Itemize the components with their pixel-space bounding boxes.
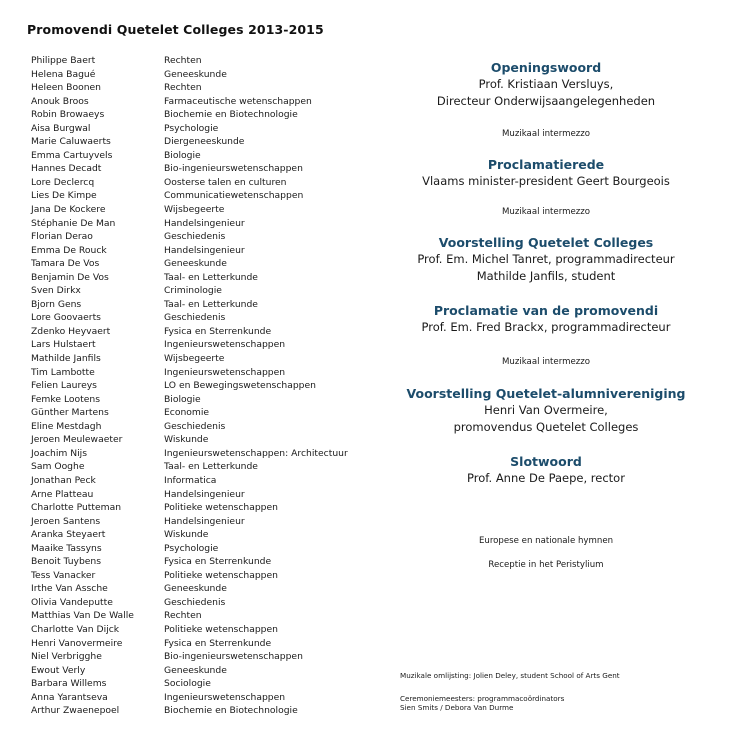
promovendus-name: Tim Lambotte: [31, 366, 95, 378]
promovendus-row: [31, 704, 361, 718]
promovendus-field: Handelsingenieur: [164, 488, 245, 500]
promovendus-row: [31, 379, 361, 393]
promovendus-field: Politieke wetenschappen: [164, 623, 278, 635]
promovendus-field: Politieke wetenschappen: [164, 569, 278, 581]
section-line: Prof. Em. Michel Tanret, programmadirecteur: [417, 252, 675, 266]
promovendus-name: Marie Caluwaerts: [31, 136, 111, 148]
promovendus-row: [31, 664, 361, 678]
promovendus-name: Jeroen Santens: [31, 515, 101, 527]
promovendus-name: Emma De Rouck: [31, 244, 107, 256]
program: [376, 60, 716, 571]
promovendus-field: Rechten: [164, 610, 202, 622]
promovendus-field: Informatica: [164, 474, 217, 486]
promovendus-field: Geneeskunde: [164, 583, 227, 595]
promovendus-row: [31, 488, 361, 502]
promovendus-row: [31, 81, 361, 95]
promovendus-row: [31, 352, 361, 366]
promovendus-row: [31, 366, 361, 380]
promovendus-field: Ingenieurswetenschappen: [164, 339, 286, 351]
promovendus-field: Wiskunde: [164, 529, 209, 541]
promovendus-field: Ingenieurswetenschappen: Architectuur: [164, 447, 348, 459]
promovendus-name: Niel Verbrigghe: [31, 651, 102, 663]
promovendus-field: Taal- en Letterkunde: [164, 461, 258, 473]
promovendus-name: Olivia Vandeputte: [31, 596, 113, 608]
promovendus-field: Fysica en Sterrenkunde: [164, 325, 272, 337]
promovendus-name: Charlotte Putteman: [31, 502, 122, 514]
section-heading: Slotwoord: [510, 454, 582, 469]
promovendus-name: Arne Platteau: [31, 488, 94, 500]
promovendus-row: [31, 244, 361, 258]
promovendus-name: Robin Browaeys: [31, 109, 105, 121]
promovendus-field: LO en Bewegingswetenschappen: [164, 380, 316, 392]
section-heading: Proclamatierede: [487, 157, 605, 172]
promovendus-name: Florian Derao: [31, 231, 93, 243]
promovendus-field: Biochemie en Biotechnologie: [164, 109, 298, 121]
promovendus-name: Sam Ooghe: [31, 461, 85, 473]
section-line: Henri Van Overmeire,: [484, 403, 608, 417]
promovendus-name: Maaike Tassyns: [31, 542, 102, 554]
promovendus-name: Arthur Zwaenepoel: [31, 705, 120, 717]
promovendus-field: Bio-ingenieurswetenschappen: [164, 163, 303, 175]
section-heading: Voorstelling Quetelet-alumnivereniging: [406, 386, 686, 401]
promovendus-row: [31, 230, 361, 244]
promovendus-name: Femke Lootens: [31, 393, 101, 405]
promovendus-name: Aisa Burgwal: [31, 122, 91, 134]
promovendus-name: Tamara De Vos: [31, 258, 100, 270]
promovendus-row: [31, 162, 361, 176]
promovendus-field: Farmaceutische wetenschappen: [164, 95, 312, 107]
promovendus-row: [31, 406, 361, 420]
promovendus-field: Communicatiewetenschappen: [164, 190, 304, 202]
section-heading: Voorstelling Quetelet Colleges: [438, 235, 654, 250]
promovendus-name: Ewout Verly: [31, 664, 86, 676]
promovendi-list: [31, 54, 361, 718]
promovendus-row: [31, 596, 361, 610]
promovendus-name: Jonathan Peck: [31, 474, 96, 486]
promovendus-name: Matthias Van De Walle: [31, 610, 134, 622]
promovendus-row: [31, 420, 361, 434]
promovendus-row: [31, 122, 361, 136]
promovendus-row: [31, 284, 361, 298]
reception-line: Receptie in het Peristylium: [488, 560, 604, 570]
promovendus-row: [31, 501, 361, 515]
promovendus-field: Psychologie: [164, 542, 219, 554]
promovendus-field: Politieke wetenschappen: [164, 502, 278, 514]
promovendus-field: Geneeskunde: [164, 664, 227, 676]
promovendus-field: Ingenieurswetenschappen: [164, 691, 286, 703]
promovendus-field: Wiskunde: [164, 434, 209, 446]
promovendus-name: Lies De Kimpe: [31, 190, 97, 202]
promovendus-name: Emma Cartuyvels: [31, 149, 113, 161]
promovendus-field: Biologie: [164, 393, 201, 405]
promovendus-field: Psychologie: [164, 122, 219, 134]
promovendus-field: Wijsbegeerte: [164, 353, 225, 365]
promovendus-name: Anouk Broos: [31, 95, 89, 107]
promovendus-field: Economie: [164, 407, 210, 419]
promovendus-field: Handelsingenieur: [164, 515, 245, 527]
promovendus-name: Charlotte Van Dijck: [31, 623, 120, 635]
interlude: Muzikaal intermezzo: [501, 129, 591, 139]
interlude: Muzikaal intermezzo: [501, 357, 591, 367]
promovendus-field: Geneeskunde: [164, 258, 227, 270]
promovendus-row: [31, 447, 361, 461]
promovendus-field: Sociologie: [164, 678, 211, 690]
section-heading: Openingswoord: [490, 60, 602, 75]
promovendus-field: Fysica en Sterrenkunde: [164, 637, 272, 649]
promovendus-row: [31, 298, 361, 312]
section-line: Prof. Kristiaan Versluys,: [478, 77, 614, 91]
promovendus-row: [31, 555, 361, 569]
promovendus-name: Bjorn Gens: [31, 298, 82, 310]
promovendus-name: Tess Vanacker: [31, 569, 96, 581]
promovendus-row: [31, 474, 361, 488]
promovendus-name: Hannes Decadt: [31, 163, 102, 175]
promovendus-row: [31, 569, 361, 583]
section-opening: [376, 60, 716, 110]
promovendus-name: Günther Martens: [31, 407, 109, 419]
promovendus-row: [31, 542, 361, 556]
promovendus-row: [31, 108, 361, 122]
promovendus-name: Lars Hulstaert: [31, 339, 96, 351]
promovendus-row: [31, 68, 361, 82]
promovendus-field: Rechten: [164, 55, 202, 66]
promovendus-name: Stéphanie De Man: [31, 217, 116, 229]
promovendus-field: Geneeskunde: [164, 68, 227, 80]
section-line: Mathilde Janfils, student: [476, 269, 616, 283]
promovendus-row: [31, 149, 361, 163]
interlude: Muzikaal intermezzo: [501, 207, 591, 217]
promovendus-field: Oosterse talen en culturen: [164, 176, 287, 188]
promovendus-row: [31, 460, 361, 474]
promovendus-field: Geschiedenis: [164, 596, 226, 608]
promovendus-field: Taal- en Letterkunde: [164, 298, 258, 310]
promovendus-field: Geschiedenis: [164, 312, 226, 324]
promovendus-name: Joachim Nijs: [31, 447, 88, 459]
promovendus-row: [31, 393, 361, 407]
music-credit: Muzikale omlijsting: Jolien Deley, student School of Arts Gent: [400, 671, 620, 680]
promovendus-field: Taal- en Letterkunde: [164, 271, 258, 283]
section-heading: Proclamatie van de promovendi: [433, 303, 659, 318]
promovendus-field: Rechten: [164, 82, 202, 94]
promovendus-row: [31, 325, 361, 339]
promovendus-name: Heleen Boonen: [31, 82, 102, 94]
promovendus-name: Lore Declercq: [31, 176, 95, 188]
promovendus-name: Benoit Tuybens: [31, 556, 102, 568]
promovendus-field: Diergeneeskunde: [164, 136, 245, 148]
promovendus-name: Benjamin De Vos: [31, 271, 109, 283]
promovendus-field: Wijsbegeerte: [164, 204, 225, 216]
promovendus-name: Henri Vanovermeire: [31, 637, 123, 649]
promovendus-name: Lore Goovaerts: [31, 312, 101, 324]
promovendus-name: Eline Mestdagh: [31, 420, 102, 432]
promovendus-field: Ingenieurswetenschappen: [164, 366, 286, 378]
promovendus-row: [31, 135, 361, 149]
promovendus-row: [31, 217, 361, 231]
hymns-line: Europese en nationale hymnen: [478, 536, 614, 546]
promovendus-row: [31, 623, 361, 637]
promovendus-field: Bio-ingenieurswetenschappen: [164, 651, 303, 663]
promovendus-field: Handelsingenieur: [164, 244, 245, 256]
promovendus-field: Fysica en Sterrenkunde: [164, 556, 272, 568]
section-slotwoord: [376, 454, 716, 487]
promovendus-name: Felien Laureys: [31, 380, 97, 392]
promovendus-field: Biochemie en Biotechnologie: [164, 705, 298, 717]
promovendus-row: [31, 433, 361, 447]
promovendus-field: Geschiedenis: [164, 231, 226, 243]
promovendus-row: [31, 311, 361, 325]
promovendus-row: [31, 338, 361, 352]
promovendus-row: [31, 176, 361, 190]
promovendus-row: [31, 95, 361, 109]
promovendus-name: Mathilde Janfils: [31, 353, 101, 365]
promovendus-field: Biologie: [164, 149, 201, 161]
promovendus-name: Barbara Willems: [31, 678, 107, 690]
promovendus-row: [31, 203, 361, 217]
promovendus-row: [31, 609, 361, 623]
promovendus-row: [31, 515, 361, 529]
promovendus-name: Aranka Steyaert: [31, 529, 106, 541]
promovendus-row: [31, 257, 361, 271]
page-title: Promovendi Quetelet Colleges 2013-2015: [27, 22, 324, 37]
promovendus-row: [31, 582, 361, 596]
section-line: promovendus Quetelet Colleges: [453, 420, 639, 434]
promovendus-row: [31, 691, 361, 705]
promovendus-name: Anna Yarantseva: [31, 691, 108, 703]
promovendus-name: Sven Dirkx: [31, 285, 81, 297]
promovendus-name: Zdenko Heyvaert: [31, 325, 111, 337]
section-voorstelling: [376, 235, 716, 285]
masters-label: Ceremoniemeesters: programmacoördinators: [400, 694, 565, 703]
promovendus-name: Jeroen Meulewaeter: [31, 434, 123, 446]
section-proclamatierede: [376, 157, 716, 190]
promovendus-field: Geschiedenis: [164, 420, 226, 432]
section-line: Prof. Anne De Paepe, rector: [467, 471, 625, 485]
section-proclamatie: [376, 303, 716, 336]
promovendus-row: [31, 271, 361, 285]
promovendus-name: Helena Bagué: [31, 68, 96, 80]
promovendus-row: [31, 637, 361, 651]
promovendus-row: [31, 528, 361, 542]
promovendus-row: [31, 650, 361, 664]
promovendus-field: Criminologie: [164, 285, 222, 297]
promovendus-row: [31, 677, 361, 691]
section-line: Prof. Em. Fred Brackx, programmadirecteur: [421, 320, 671, 334]
promovendus-row: [31, 54, 361, 68]
promovendus-name: Jana De Kockere: [31, 204, 106, 216]
masters-names: Sien Smits / Debora Van Durme: [400, 703, 514, 712]
promovendus-row: [31, 189, 361, 203]
promovendus-name: Irthe Van Assche: [31, 583, 108, 595]
section-line: Directeur Onderwijsaangelegenheden: [436, 94, 656, 108]
section-alumni: [376, 386, 716, 436]
section-line: Vlaams minister-president Geert Bourgeois: [422, 174, 670, 188]
promovendus-field: Handelsingenieur: [164, 217, 245, 229]
promovendus-name: Philippe Baert: [31, 55, 96, 66]
